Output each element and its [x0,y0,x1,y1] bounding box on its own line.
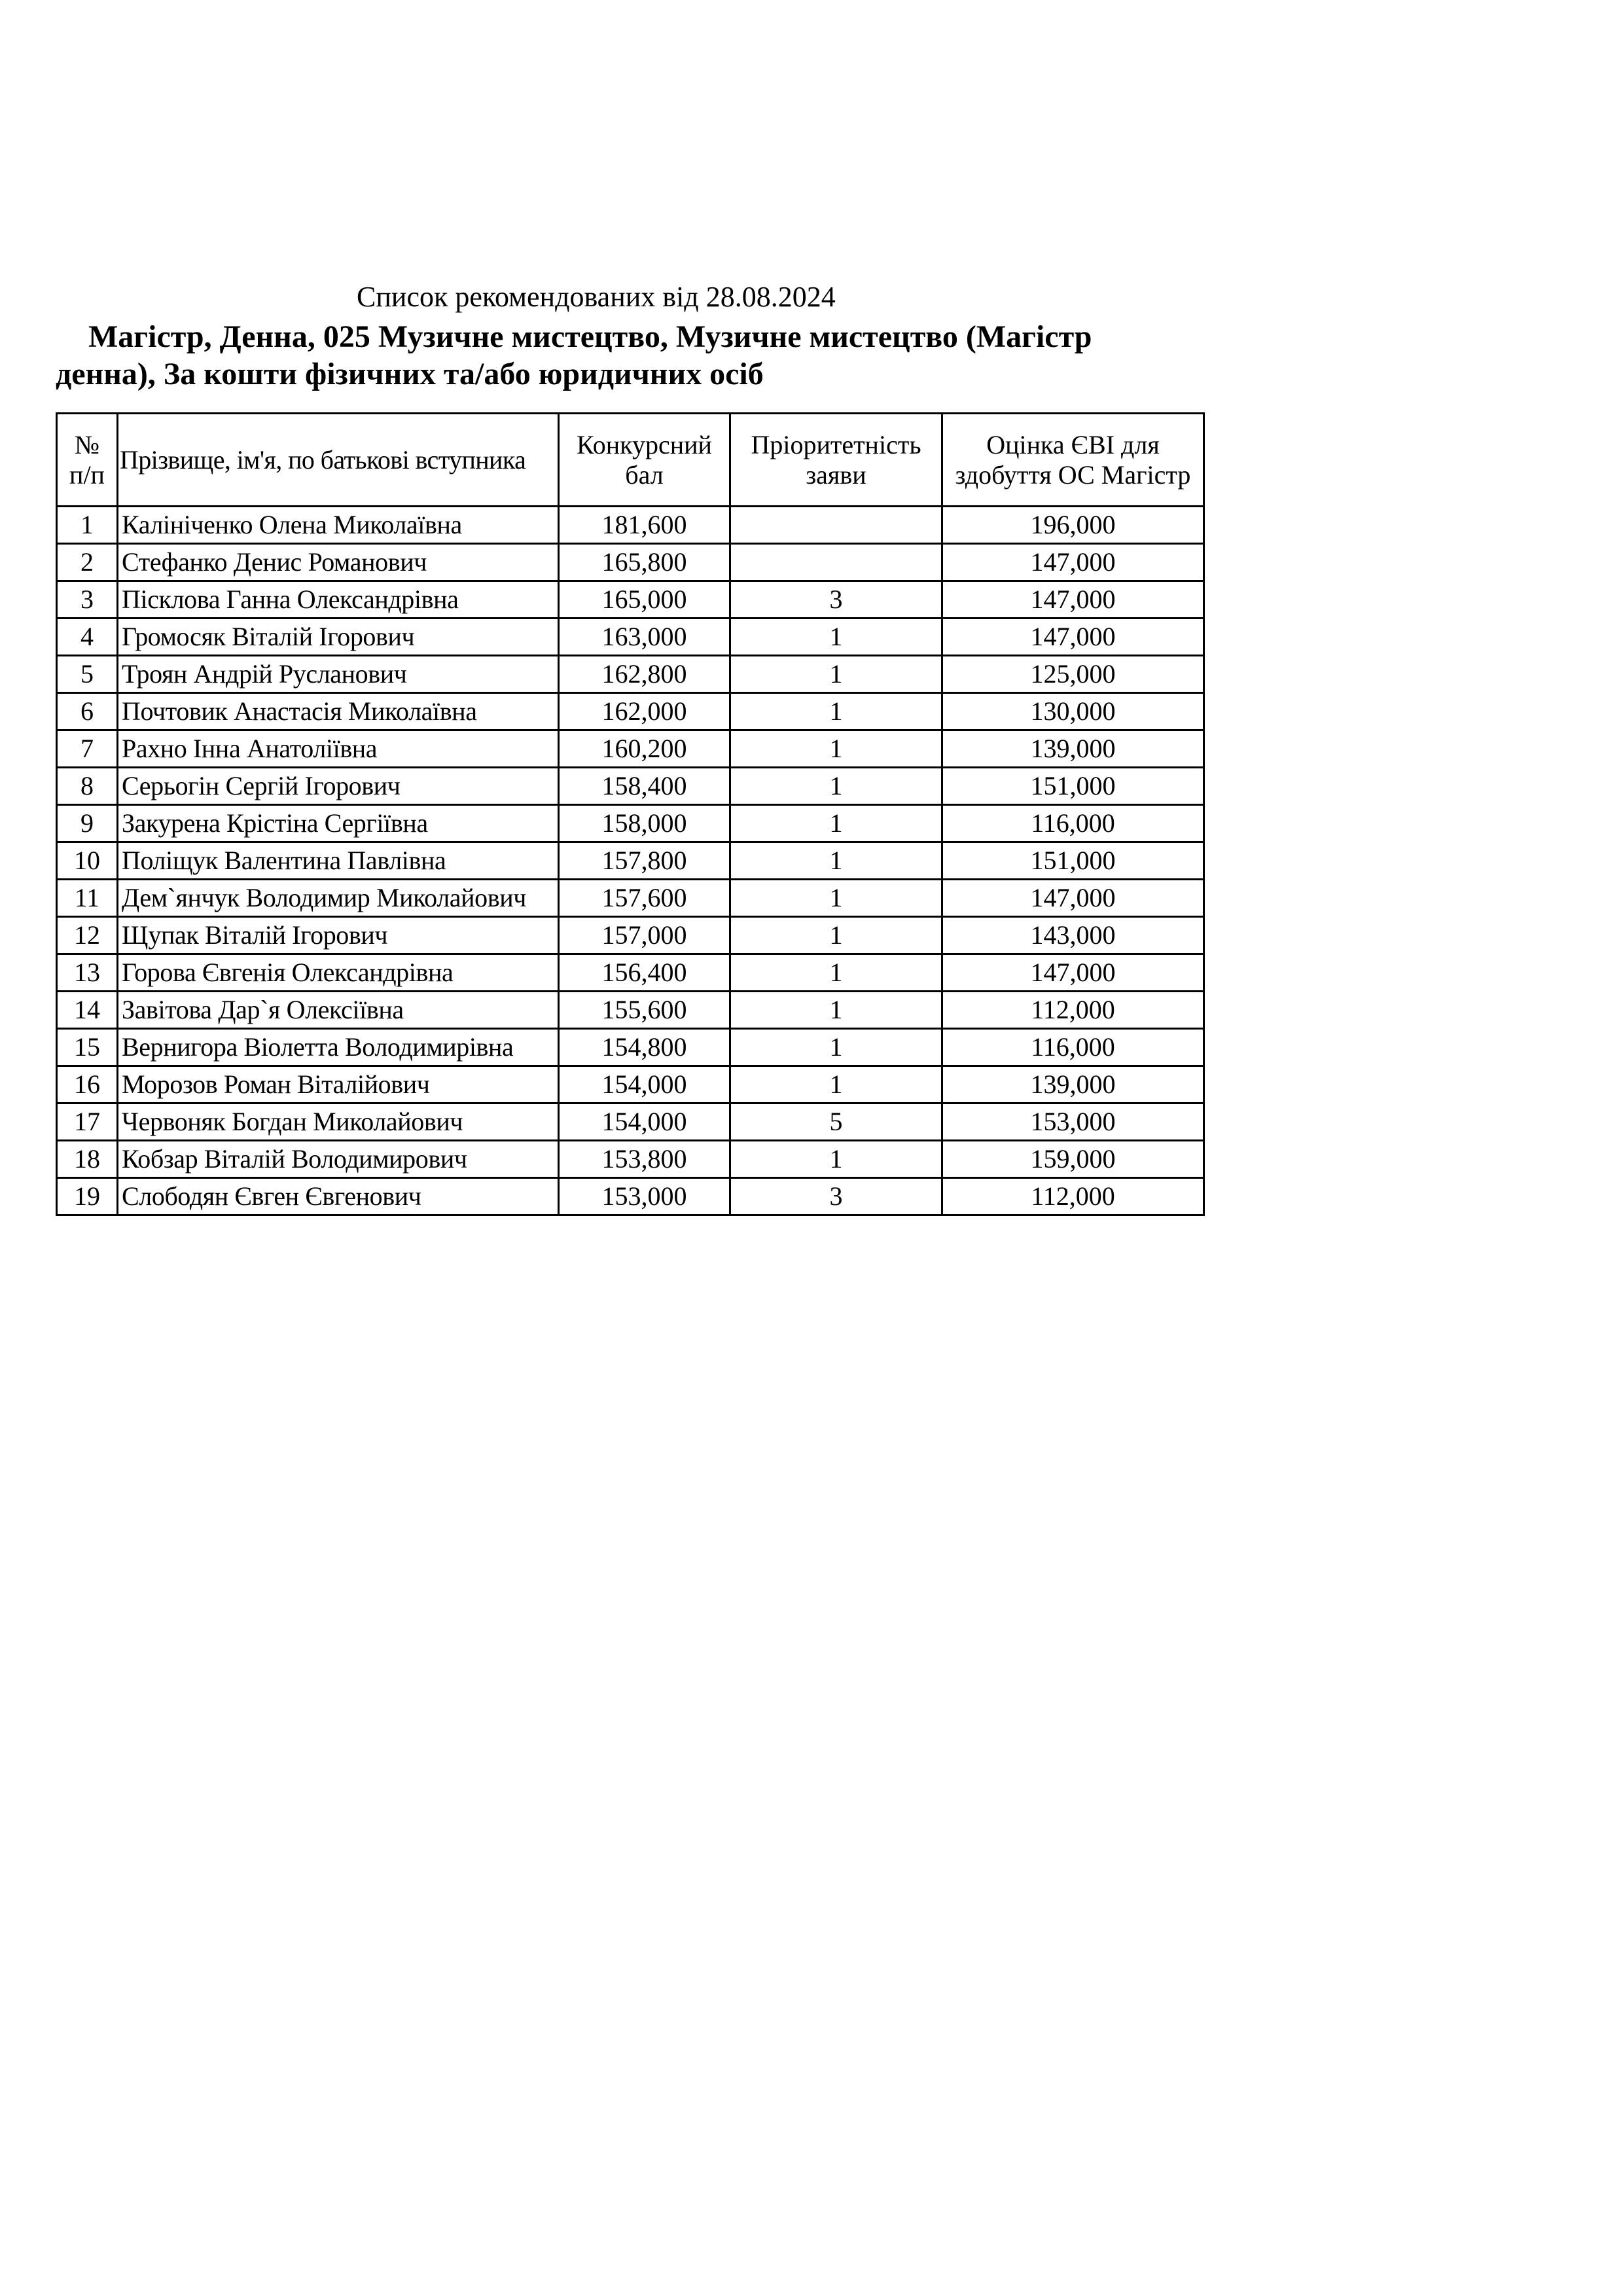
cell-number: 4 [57,619,118,656]
column-header-priority [730,414,942,507]
column-header-evi [942,414,1204,507]
cell-evi-score: 116,000 [942,1029,1204,1066]
column-header-evi-line2: здобуття ОС Магістр [955,459,1191,490]
cell-evi-score: 147,000 [942,880,1204,917]
cell-evi-score: 151,000 [942,768,1204,805]
cell-number: 10 [57,842,118,880]
cell-evi-score: 116,000 [942,805,1204,842]
cell-application-priority [730,544,942,581]
cell-applicant-name: Серьогін Сергій Ігорович [118,768,559,805]
cell-competitive-score: 154,000 [559,1066,730,1103]
cell-number: 8 [57,768,118,805]
cell-application-priority: 1 [730,1141,942,1178]
cell-evi-score: 147,000 [942,544,1204,581]
cell-competitive-score: 162,800 [559,656,730,693]
cell-applicant-name: Вернигора Віолетта Володимирівна [118,1029,559,1066]
table-row [57,656,1204,693]
cell-applicant-name: Кобзар Віталій Володимирович [118,1141,559,1178]
cell-application-priority: 1 [730,730,942,768]
cell-competitive-score: 163,000 [559,619,730,656]
cell-competitive-score: 153,800 [559,1141,730,1178]
cell-number: 18 [57,1141,118,1178]
cell-evi-score: 147,000 [942,954,1204,992]
cell-number: 1 [57,507,118,544]
cell-competitive-score: 162,000 [559,693,730,730]
cell-applicant-name: Щупак Віталій Ігорович [118,917,559,954]
table-row [57,880,1204,917]
cell-competitive-score: 165,800 [559,544,730,581]
cell-evi-score: 196,000 [942,507,1204,544]
column-header-priority-line1: Пріоритетність [751,429,921,459]
cell-application-priority: 1 [730,842,942,880]
cell-competitive-score: 157,000 [559,917,730,954]
recommended-applicants-table [56,412,1205,1216]
cell-applicant-name: Морозов Роман Віталійович [118,1066,559,1103]
cell-applicant-name: Поліщук Валентина Павлівна [118,842,559,880]
cell-competitive-score: 157,600 [559,880,730,917]
column-header-name: Прізвище, ім'я, по батькові вступника [118,414,559,507]
table-row [57,1141,1204,1178]
cell-application-priority: 1 [730,992,942,1029]
cell-competitive-score: 160,200 [559,730,730,768]
table-row [57,1066,1204,1103]
cell-competitive-score: 181,600 [559,507,730,544]
cell-number: 11 [57,880,118,917]
document-subtitle-line1: Магістр, Денна, 025 Музичне мистецтво, Музичне мистецтво (Магістр [88,319,1092,354]
table-row [57,507,1204,544]
cell-application-priority: 1 [730,1066,942,1103]
cell-evi-score: 159,000 [942,1141,1204,1178]
document-title: Список рекомендованих від 28.08.2024 [357,281,836,313]
table-row [57,544,1204,581]
cell-number: 19 [57,1178,118,1215]
table-row [57,619,1204,656]
column-header-priority-line2: заяви [806,459,866,490]
cell-evi-score: 130,000 [942,693,1204,730]
cell-application-priority: 3 [730,1178,942,1215]
column-header-number-line1: № [74,429,100,459]
column-header-score [559,414,730,507]
cell-applicant-name: Слободян Євген Євгенович [118,1178,559,1215]
cell-number: 12 [57,917,118,954]
cell-applicant-name: Дем`янчук Володимир Миколайович [118,880,559,917]
cell-competitive-score: 157,800 [559,842,730,880]
cell-number: 5 [57,656,118,693]
cell-applicant-name: Закурена Крістіна Сергіївна [118,805,559,842]
cell-number: 15 [57,1029,118,1066]
cell-application-priority: 3 [730,581,942,619]
table-row [57,992,1204,1029]
cell-number: 16 [57,1066,118,1103]
cell-application-priority: 1 [730,1029,942,1066]
cell-applicant-name: Червоняк Богдан Миколайович [118,1103,559,1141]
cell-number: 3 [57,581,118,619]
column-header-number [57,414,118,507]
cell-application-priority: 1 [730,656,942,693]
cell-competitive-score: 153,000 [559,1178,730,1215]
table-row [57,730,1204,768]
column-header-score-line2: бал [625,459,664,490]
cell-number: 7 [57,730,118,768]
cell-number: 14 [57,992,118,1029]
cell-evi-score: 147,000 [942,619,1204,656]
cell-applicant-name: Калініченко Олена Миколаївна [118,507,559,544]
cell-competitive-score: 156,400 [559,954,730,992]
table-row [57,954,1204,992]
cell-applicant-name: Громосяк Віталій Ігорович [118,619,559,656]
column-header-score-line1: Конкурсний [577,429,712,459]
cell-number: 13 [57,954,118,992]
cell-evi-score: 139,000 [942,730,1204,768]
column-header-number-line2: п/п [69,459,105,490]
cell-applicant-name: Стефанко Денис Романович [118,544,559,581]
cell-competitive-score: 155,600 [559,992,730,1029]
cell-number: 2 [57,544,118,581]
cell-evi-score: 151,000 [942,842,1204,880]
cell-applicant-name: Горова Євгенія Олександрівна [118,954,559,992]
table-row [57,581,1204,619]
cell-evi-score: 112,000 [942,1178,1204,1215]
cell-evi-score: 139,000 [942,1066,1204,1103]
cell-number: 9 [57,805,118,842]
document-subtitle-line2: денна), За кошти фізичних та/або юридичних осіб [56,357,764,391]
cell-applicant-name: Почтовик Анастасія Миколаївна [118,693,559,730]
cell-application-priority: 1 [730,954,942,992]
table-row [57,1029,1204,1066]
cell-application-priority: 1 [730,768,942,805]
cell-application-priority: 1 [730,805,942,842]
table-row [57,1178,1204,1215]
cell-evi-score: 143,000 [942,917,1204,954]
cell-applicant-name: Троян Андрій Русланович [118,656,559,693]
cell-evi-score: 125,000 [942,656,1204,693]
table-row [57,768,1204,805]
table-row [57,693,1204,730]
cell-number: 6 [57,693,118,730]
table-row [57,805,1204,842]
cell-application-priority: 1 [730,880,942,917]
cell-competitive-score: 154,000 [559,1103,730,1141]
cell-competitive-score: 158,000 [559,805,730,842]
cell-application-priority: 1 [730,693,942,730]
cell-application-priority [730,507,942,544]
cell-evi-score: 147,000 [942,581,1204,619]
table-row [57,917,1204,954]
cell-competitive-score: 158,400 [559,768,730,805]
cell-applicant-name: Пісклова Ганна Олександрівна [118,581,559,619]
cell-application-priority: 1 [730,619,942,656]
table-row [57,842,1204,880]
table-header-row [57,414,1204,507]
cell-number: 17 [57,1103,118,1141]
table-body [57,507,1204,1215]
cell-applicant-name: Рахно Інна Анатоліївна [118,730,559,768]
cell-application-priority: 1 [730,917,942,954]
column-header-evi-line1: Оцінка ЄВІ для [986,429,1160,459]
cell-application-priority: 5 [730,1103,942,1141]
cell-evi-score: 153,000 [942,1103,1204,1141]
cell-evi-score: 112,000 [942,992,1204,1029]
table-row [57,1103,1204,1141]
cell-competitive-score: 165,000 [559,581,730,619]
cell-competitive-score: 154,800 [559,1029,730,1066]
cell-applicant-name: Завітова Дар`я Олексіївна [118,992,559,1029]
